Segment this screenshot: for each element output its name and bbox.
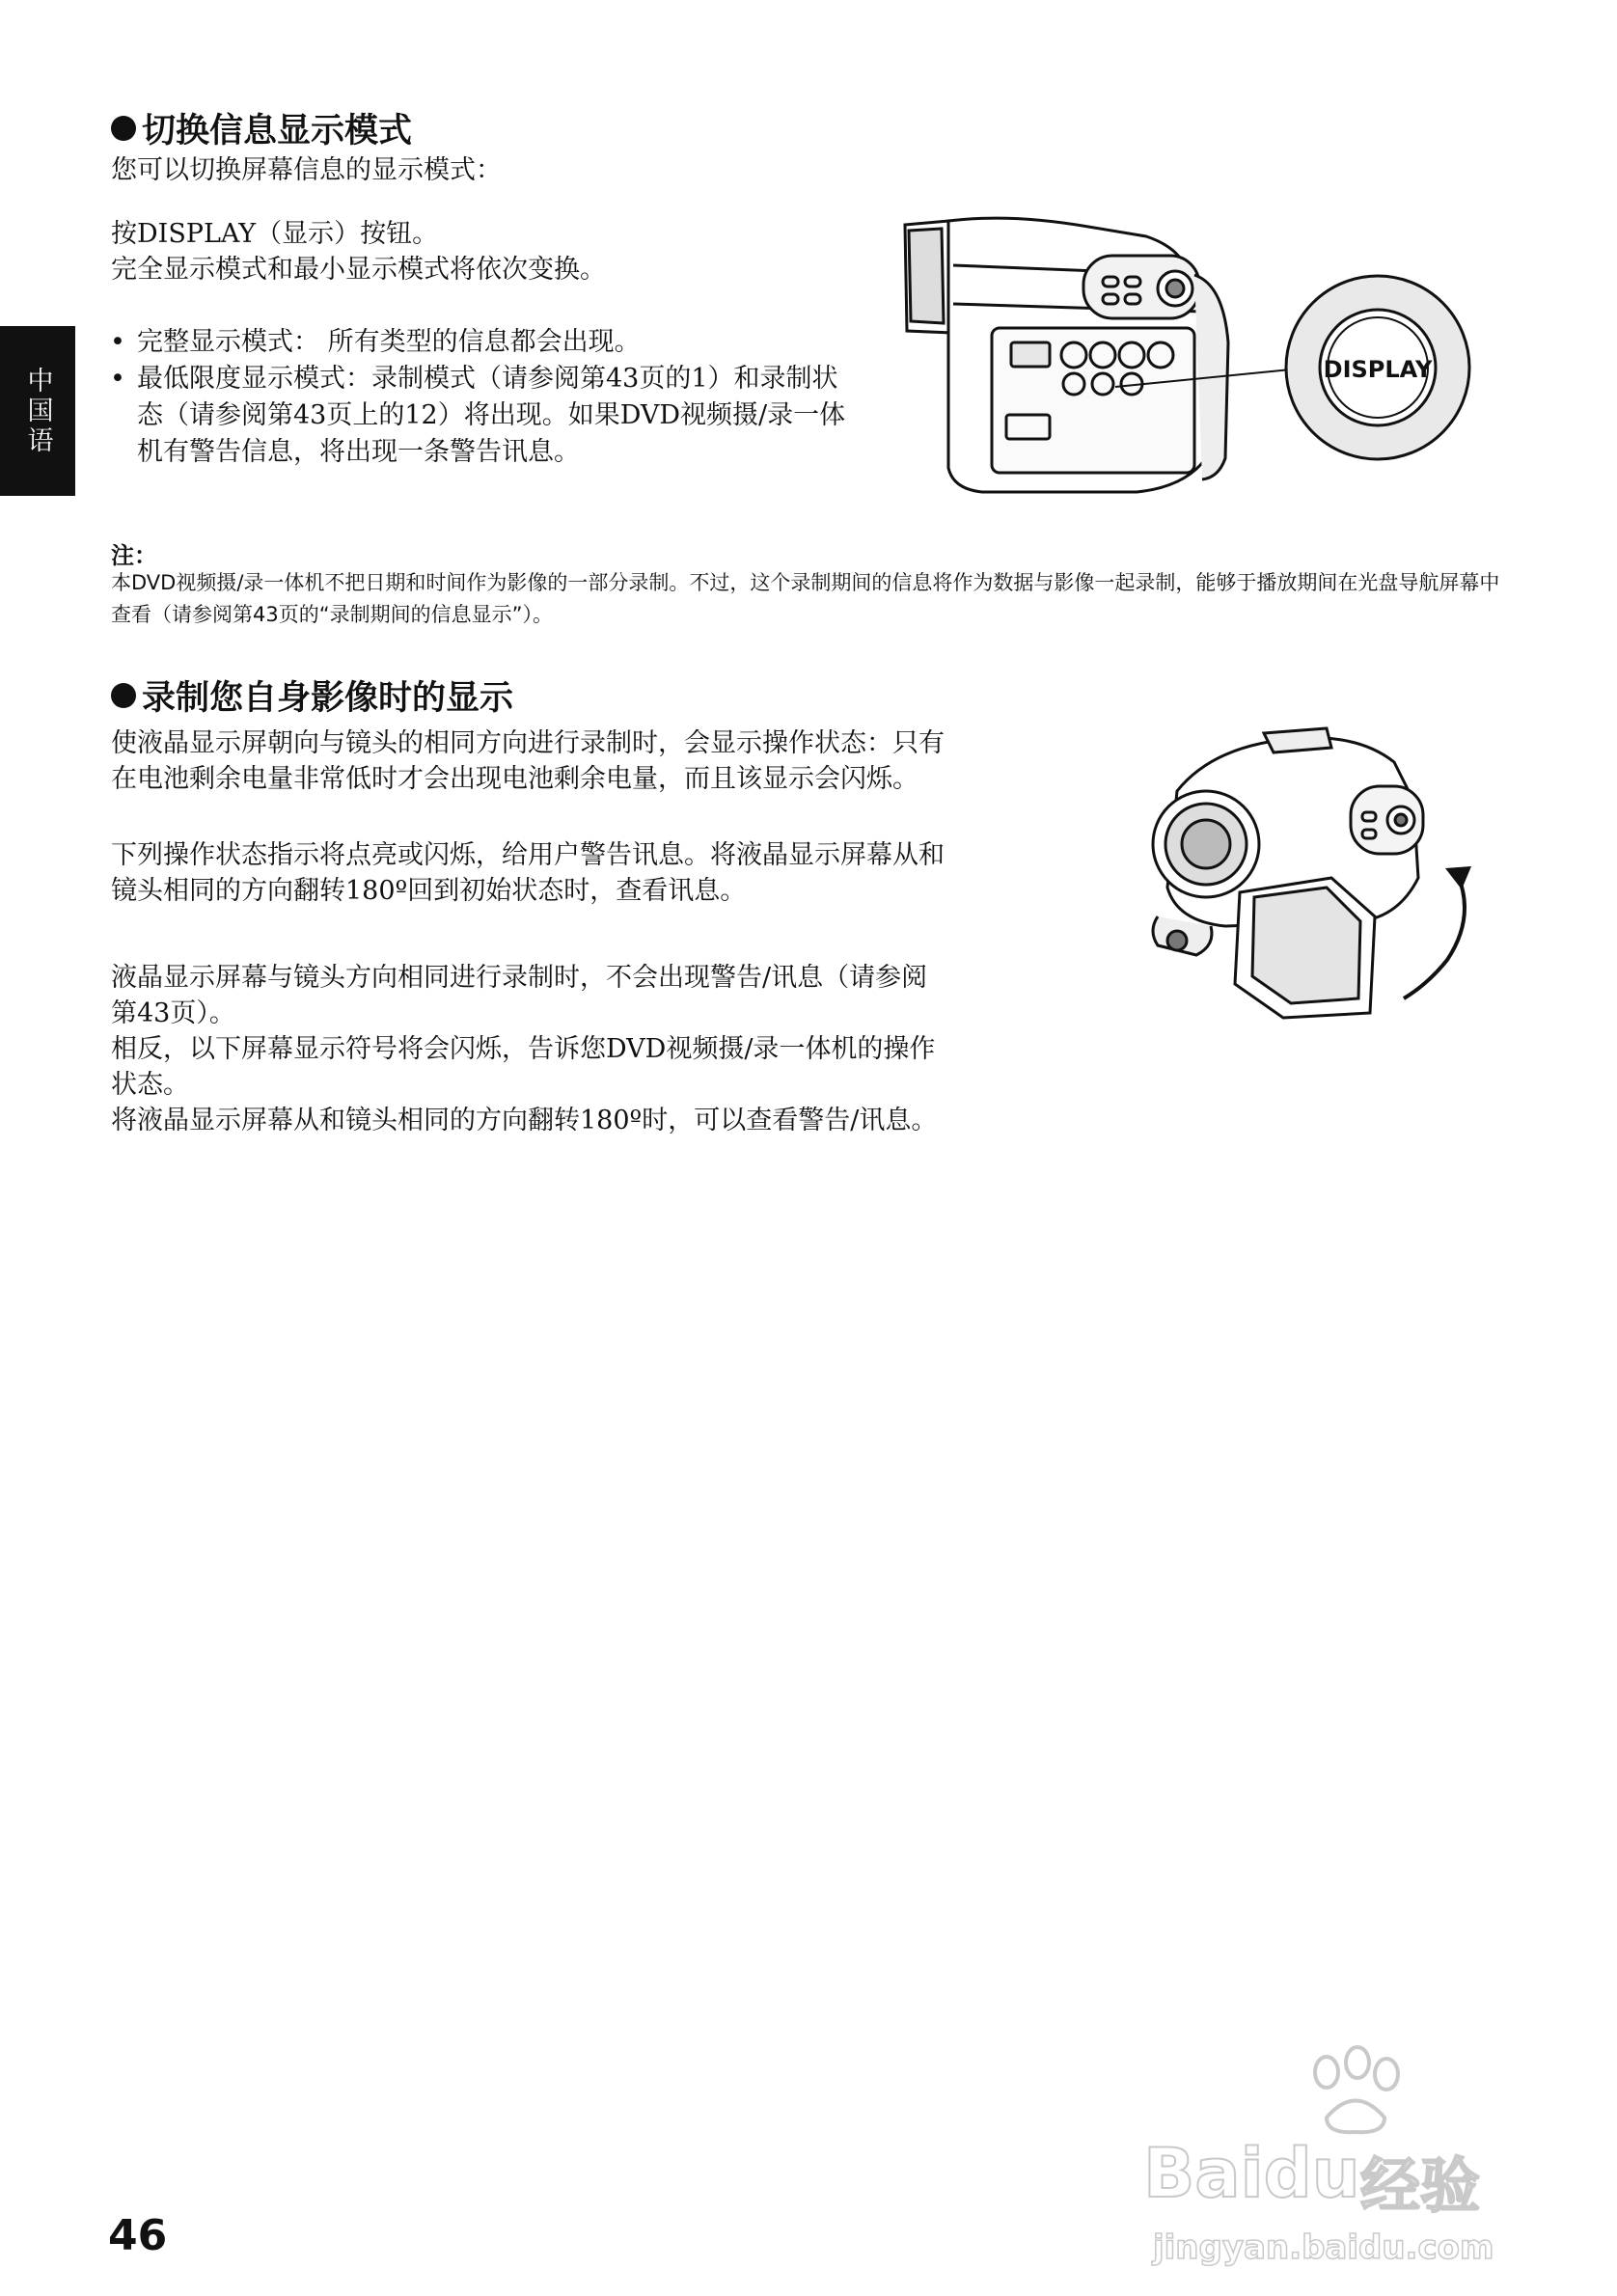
- display-button-label: DISPLAY: [1323, 356, 1433, 383]
- heading-bullet-icon: [111, 683, 136, 708]
- section2-para1-line-2: 在电池剩余电量非常低时才会出现电池剩余电量，而且该显示会闪烁。: [111, 764, 918, 794]
- section1-step-line-2: 完全显示模式和最小显示模式将依次变换。: [111, 255, 606, 285]
- language-tab-label: 中国语: [22, 366, 53, 456]
- section-heading-self-recording: 录制您自身影像时的显示: [111, 671, 513, 720]
- baidu-jingyan-watermark: [1143, 2045, 1548, 2286]
- note-text: 本DVD视频摄/录一体机不把日期和时间作为影像的一部分录制。不过，这个录制期间的信息将作为数据与影像一起录制，能够于播放期间在光盘导航屏幕中查看（请参阅第43页的“录制期间的信息显示”）。: [111, 571, 1500, 626]
- language-side-tab: [0, 326, 75, 496]
- section2-para3-line-4: 状态。: [111, 1070, 189, 1100]
- watermark-url: jingyan.baidu.com: [1153, 2228, 1494, 2267]
- section2-para2-line-1: 下列操作状态指示将点亮或闪烁，给用户警告讯息。将液晶显示屏幕从和: [111, 840, 945, 870]
- section1-intro: 您可以切换屏幕信息的显示模式：: [111, 155, 502, 185]
- section1-step-line-1: 按DISPLAY（显示）按钮。: [111, 219, 439, 249]
- section2-para2-line-2: 镜头相同的方向翻转180º回到初始状态时，查看讯息。: [111, 876, 747, 906]
- paw-icon: [1288, 2045, 1423, 2137]
- section2-para3-line-3: 相反，以下屏幕显示符号将会闪烁，告诉您DVD视频摄/录一体机的操作: [111, 1034, 936, 1064]
- camcorder-display-button-illustration: [895, 207, 1484, 526]
- list-bullet-icon: •: [110, 364, 125, 394]
- camcorder-lcd-rotated-illustration: [1138, 724, 1495, 1032]
- note-label: 注：: [111, 542, 157, 569]
- display-mode-item-minimum: • 最低限度显示模式：录制模式（请参阅第43页的1）和录制状态（请参阅第43页上的12）将出现。如果DVD视频摄/录一体机有警告信息，将出现一条警告讯息。: [108, 361, 851, 471]
- section2-para3-line-5: 将液晶显示屏幕从和镜头相同的方向翻转180º时，可以查看警告/讯息。: [111, 1106, 938, 1135]
- heading-bullet-icon: [111, 116, 136, 141]
- list-bullet-icon: •: [110, 327, 125, 357]
- watermark-cn: 经验: [1360, 2150, 1481, 2221]
- page-number: 46: [108, 2211, 168, 2260]
- watermark-brand: Baidu: [1143, 2134, 1360, 2213]
- section2-para1-line-1: 使液晶显示屏朝向与镜头的相同方向进行录制时，会显示操作状态：只有: [111, 728, 945, 758]
- display-mode-item-full: • 完整显示模式： 所有类型的信息都会出现。: [108, 324, 851, 361]
- section2-para3-line-2: 第43页）。: [111, 998, 235, 1028]
- display-mode-list: [108, 324, 851, 471]
- section2-para3-line-1: 液晶显示屏幕与镜头方向相同进行录制时，不会出现警告/讯息（请参阅: [111, 963, 928, 993]
- section-heading-display-mode: 切换信息显示模式: [111, 104, 412, 152]
